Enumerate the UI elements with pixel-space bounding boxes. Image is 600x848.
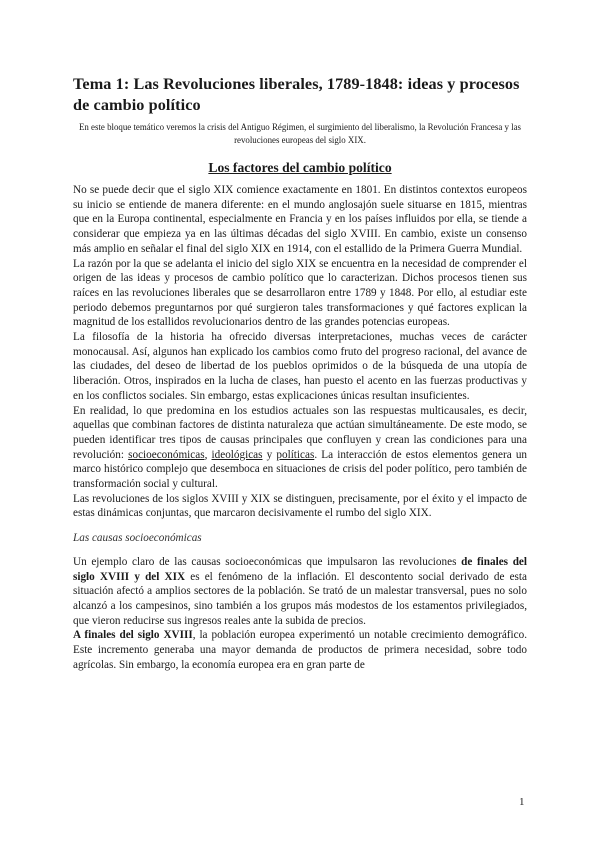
paragraph-7-text: , la población europea experimentó un notable crecimiento demográfico. Este incremento generaba una mayor demanda de productos de primera necesidad, sobre todo agrícolas. Sin embargo, la economía europea era en gran parte de	[73, 629, 527, 671]
subheading-causas-socioeconomicas: Las causas socioeconómicas	[73, 532, 202, 545]
page-number: 1	[519, 796, 525, 808]
paragraph-6	[73, 555, 527, 629]
paragraph-5: Las revoluciones de los siglos XVIII y XIX se distinguen, precisamente, por el éxito y el impacto de estas dinámicas conjuntas, que marcaron decisivamente el rumbo del siglo XIX.	[73, 492, 527, 520]
paragraph-6-text-a: Un ejemplo claro de las causas socioeconómicas que impulsaron las revoluciones	[73, 555, 462, 568]
document-title: Tema 1: Las Revoluciones liberales, 1789-1848: ideas y procesos de cambio político	[73, 75, 520, 114]
paragraph-4-text-b: . La interacción de estos elementos genera un marco histórico complejo que desemboca en situaciones de crisis del poder político, pero también de transformación social y cultural.	[73, 448, 528, 491]
paragraph-6-bold: de finales del siglo XVIII y del XIX	[73, 555, 527, 583]
paragraph-4-sep-2: y	[262, 448, 277, 461]
link-socioeconomicas[interactable]: socioeconómicas	[128, 448, 205, 461]
paragraph-7	[73, 628, 527, 672]
paragraph-7-bold: A finales del siglo XVIII	[73, 629, 193, 642]
paragraph-4-sep-1: ,	[204, 448, 212, 461]
link-ideologicas[interactable]: ideológicas	[211, 448, 263, 461]
intro-text: En este bloque temático veremos la crisis del Antiguo Régimen, el surgimiento del liberalismo, la Revolución Francesa y las revoluciones europeas del siglo XIX.	[78, 122, 521, 145]
section-heading: Los factores del cambio político	[208, 160, 392, 175]
link-politicas[interactable]: políticas	[276, 448, 315, 461]
paragraph-4	[73, 404, 527, 492]
paragraph-6-text-b: es el fenómeno de la inflación. El descontento social derivado de esta situación afectó a amplios sectores de la población. Se trató de un malestar transversal, pues no solo alcanzó a los campesinos, sino también a los grupos más modestos de los estamentos privilegiados, que vieron reducirse sus ingresos reales ante la subida de precios.	[73, 570, 527, 627]
paragraph-3: La filosofía de la historia ha ofrecido diversas interpretaciones, muchas veces de carácter monocausal. Así, algunos han explicado los cambios como fruto del progreso racional, del avance de las ciudades, del deseo de libertad de los pueblos oprimidos o de la búsqueda de una utopía de liberación. Otros, inspirados en la lucha de clases, han puesto el acento en las fuerzas productivas y en los conflictos sociales. Sin embargo, estas explicaciones únicas resultan insuficientes.	[73, 331, 527, 402]
document-body	[73, 183, 527, 673]
paragraph-4-text-a: En realidad, lo que predomina en los estudios actuales son las respuestas multicausales, es decir, aquellas que combinan factores de distinta naturaleza que actúan simultáneamente. De este modo, se pueden identificar tres tipos de causas principales que confluyen y crean las condiciones para una revolución:	[73, 404, 527, 461]
paragraph-2: La razón por la que se adelanta el inicio del siglo XIX se encuentra en la necesidad de comprender el origen de las ideas y procesos de cambio político que lo caracterizan. Dichos procesos tienen sus raíces en las revoluciones liberales que se desarrollaron entre 1789 y 1848. Por ello, al estudiar este periodo debemos preguntarnos por qué surgieron tales transformaciones y qué factores explican la magnitud de los estallidos revolucionarios dentro de las grandes potencias europeas.	[73, 257, 527, 329]
paragraph-1: No se puede decir que el siglo XIX comience exactamente en 1801. En distintos contextos europeos su inicio se entiende de manera diferente: en el mundo anglosajón suele situarse en 1815, mientras que en la Europa continental, especialmente en Francia y en los países influidos por ella, se tiende a considerar que empieza ya en las últimas décadas del siglo XVIII. En cambio, existe un consenso más amplio en señalar el final del siglo XIX en 1914, con el estallido de la Primera Guerra Mundial.	[73, 184, 527, 255]
